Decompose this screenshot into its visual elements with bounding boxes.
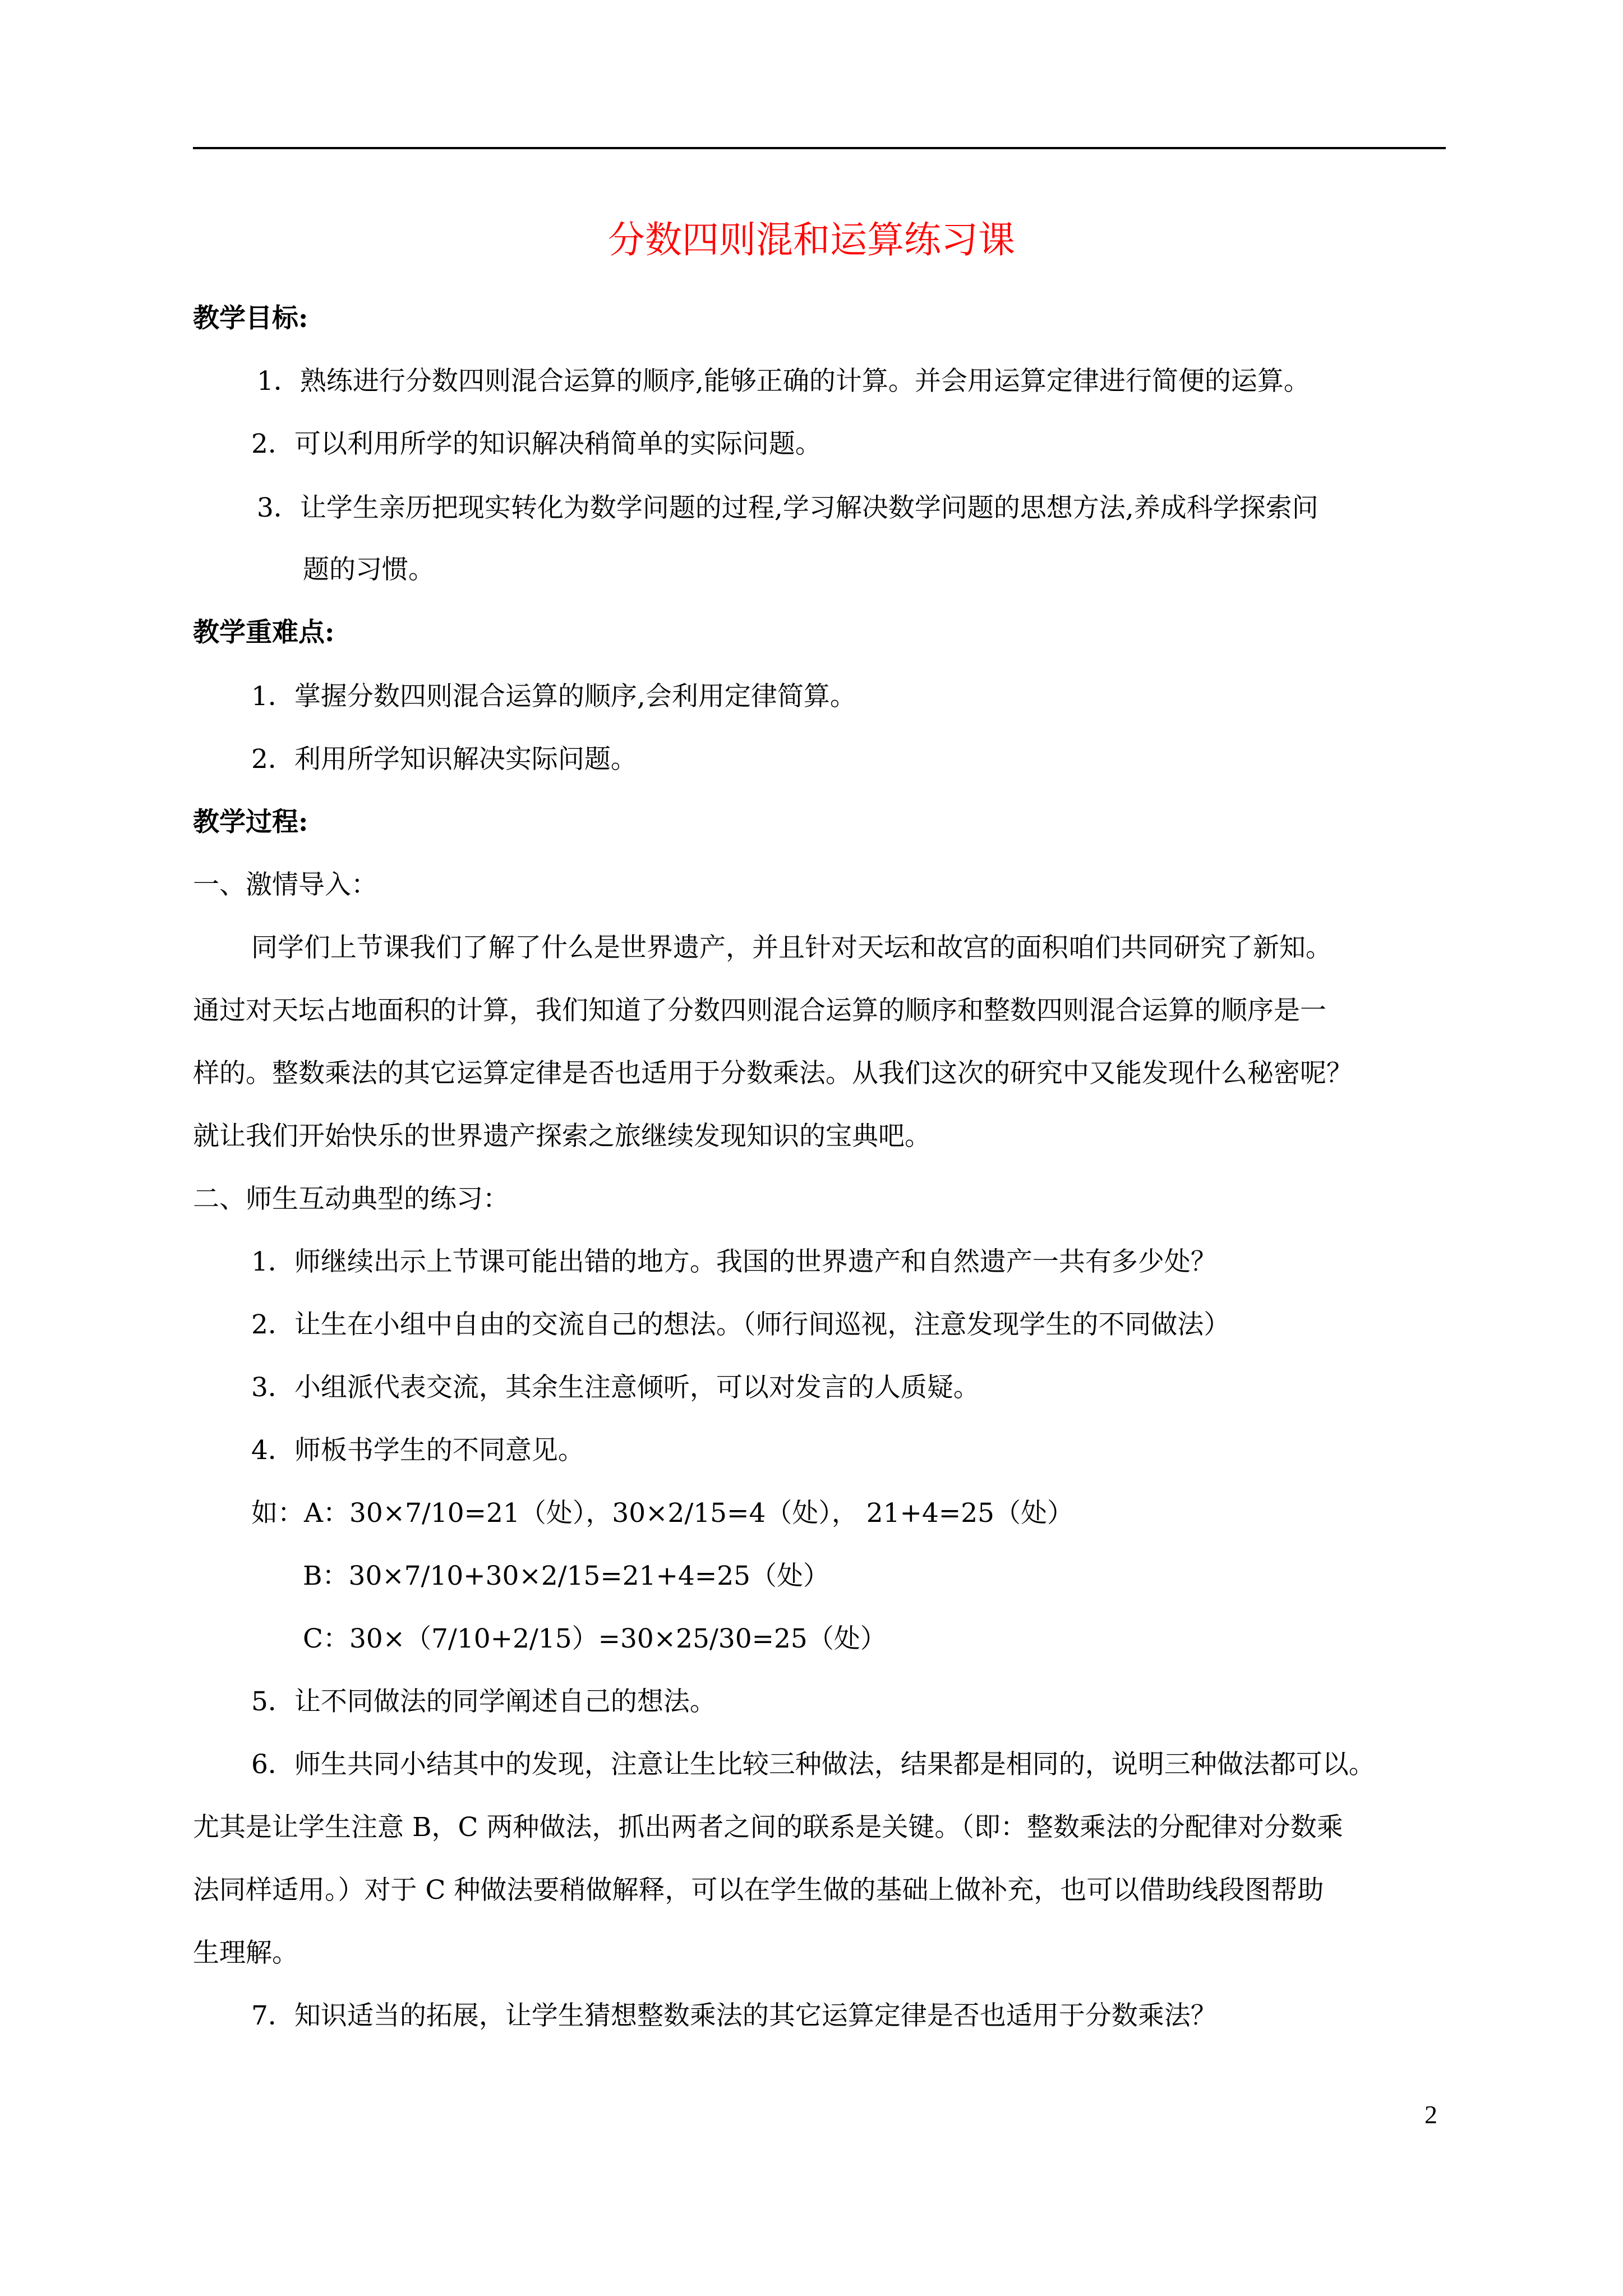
method-b: B：30×7/10+30×2/15=21+4=25（处）	[303, 1561, 830, 1591]
objectives-heading: 教学目标:	[193, 303, 308, 334]
method-c: C：30×（7/10+2/15）=30×25/30=25（处）	[303, 1623, 887, 1654]
page-title: 分数四则混和运算练习课	[608, 218, 1015, 261]
step-1: 1．师继续出示上节课可能出错的地方。我国的世界遗产和自然遗产一共有多少处？	[251, 1246, 1217, 1277]
key-point-item-1: 1．掌握分数四则混合运算的顺序,会利用定律简算。	[251, 681, 856, 712]
intro-line-3: 样的。整数乘法的其它运算定律是否也适用于分数乘法。从我们这次的研究中又能发现什么秘密呢？	[193, 1058, 1353, 1089]
page-number: 2	[1424, 2100, 1437, 2129]
objective-item-1: 1．熟练进行分数四则混合运算的顺序,能够正确的计算。并会用运算定律进行简便的运算。	[257, 366, 1310, 397]
intro-line-4: 就让我们开始快乐的世界遗产探索之旅继续发现知识的宝典吧。	[193, 1121, 931, 1152]
key-point-item-2: 2．利用所学知识解决实际问题。	[251, 744, 637, 775]
method-a: 如：A：30×7/10=21（处），30×2/15=4（处）， 21+4=25（处）	[251, 1498, 1074, 1529]
intro-line-1: 同学们上节课我们了解了什么是世界遗产，并且针对天坛和故宫的面积咱们共同研究了新知。	[251, 932, 1332, 963]
section-1-title: 一、激情导入：	[193, 869, 377, 900]
objective-item-3-line-1: 3．让学生亲历把现实转化为数学问题的过程,学习解决数学问题的思想方法,养成科学探索问	[257, 493, 1318, 523]
step-3: 3．小组派代表交流，其余生注意倾听，可以对发言的人质疑。	[251, 1372, 980, 1403]
step-6-line-2: 尤其是让学生注意 B，C 两种做法，抓出两者之间的联系是关键。（即：整数乘法的分配律对分数乘	[193, 1812, 1343, 1843]
step-6-line-3: 法同样适用。）对于 C 种做法要稍做解释，可以在学生做的基础上做补充，也可以借助线段图帮助	[193, 1875, 1324, 1906]
step-6-line-1: 6．师生共同小结其中的发现，注意让生比较三种做法，结果都是相同的，说明三种做法都可以。	[251, 1749, 1375, 1780]
objective-item-3-line-2: 题的习惯。	[303, 554, 435, 585]
objective-item-2: 2．可以利用所学的知识解决稍简单的实际问题。	[251, 429, 822, 459]
section-2-title: 二、师生互动典型的练习：	[193, 1184, 509, 1214]
step-4: 4．师板书学生的不同意见。	[251, 1435, 584, 1466]
step-7: 7．知识适当的拓展，让学生猜想整数乘法的其它运算定律是否也适用于分数乘法？	[251, 2000, 1217, 2031]
process-heading: 教学过程:	[193, 807, 308, 838]
step-5: 5．让不同做法的同学阐述自己的想法。	[251, 1686, 716, 1717]
intro-line-2: 通过对天坛占地面积的计算，我们知道了分数四则混合运算的顺序和整数四则混合运算的顺序是一	[193, 995, 1326, 1026]
header-rule	[193, 147, 1446, 149]
step-6-line-4: 生理解。	[193, 1938, 298, 1968]
step-2: 2．让生在小组中自由的交流自己的想法。（师行间巡视，注意发现学生的不同做法）	[251, 1309, 1230, 1340]
key-points-heading: 教学重难点:	[193, 617, 335, 648]
